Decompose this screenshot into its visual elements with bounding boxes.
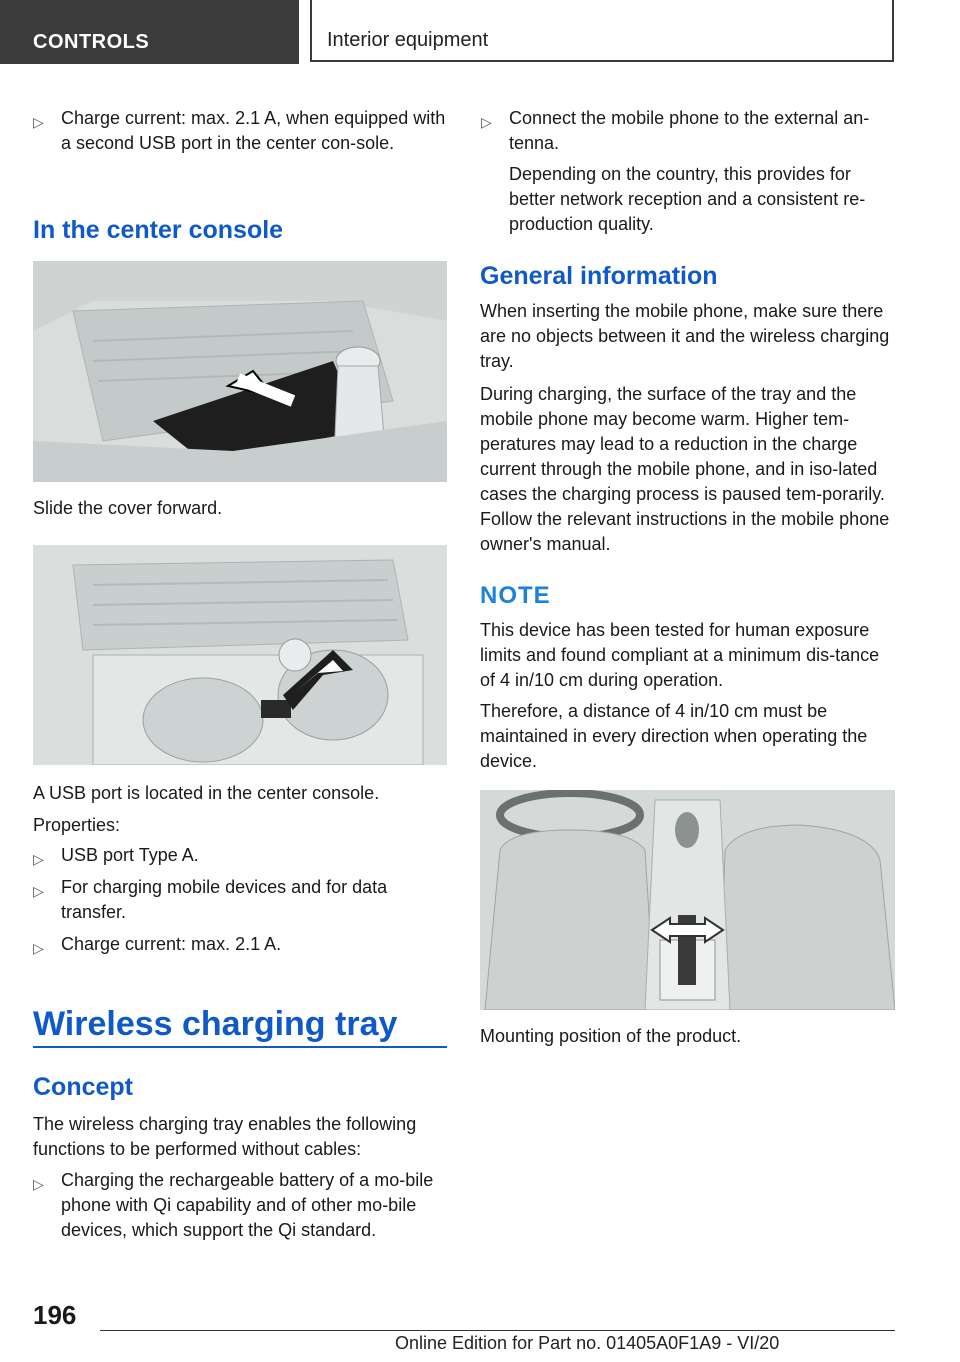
triangle-bullet-icon: ▷ xyxy=(33,883,44,899)
list-item-text: Connect the mobile phone to the external an-tenna. xyxy=(509,108,870,153)
triangle-bullet-icon: ▷ xyxy=(33,851,44,867)
mounting-position-image xyxy=(480,790,895,1010)
triangle-bullet-icon: ▷ xyxy=(33,940,44,956)
note-paragraph-1: This device has been tested for human exposure limits and found compliant at a minimum dis-tance of 4 in/10 cm during operation. xyxy=(480,620,880,690)
list-item-text: Charge current: max. 2.1 A, when equipped with a second USB port in the center con-sole. xyxy=(61,108,446,153)
concept-text: The wireless charging tray enables the following functions to be performed without cables: xyxy=(33,1114,417,1159)
section-title: CONTROLS xyxy=(33,31,150,53)
properties-label: Properties: xyxy=(33,815,121,835)
triangle-bullet-icon: ▷ xyxy=(481,114,492,130)
title-divider xyxy=(33,1046,447,1048)
list-item-text: Charging the rechargeable battery of a mo-bile phone with Qi capability and of other mo-bile devices, which support the Qi standard. xyxy=(61,1170,434,1240)
caption-slide-cover: Slide the cover forward. xyxy=(33,498,223,518)
caption-mounting-position: Mounting position of the product. xyxy=(480,1026,742,1046)
triangle-bullet-icon: ▷ xyxy=(33,1176,44,1192)
console-cover-illustration xyxy=(33,261,447,482)
general-paragraph-2: During charging, the surface of the tray and the mobile phone may become warm. Higher tem-peratures may lead to a reduction in the charge current through the mobile phone, and in iso-lated cases the charging process is paused tem-porarily. Follow the relevant instructions in the mobile phone owner's manual. xyxy=(480,384,890,554)
note-heading: NOTE xyxy=(480,582,551,609)
chapter-title: Interior equipment xyxy=(327,29,489,51)
footer-divider xyxy=(100,1330,895,1331)
heading-general-information: General information xyxy=(480,262,718,290)
usb-port-image xyxy=(33,545,447,765)
page-number: 196 xyxy=(33,1300,77,1330)
list-item-text: USB port Type A. xyxy=(61,845,199,865)
chapter-tab xyxy=(310,0,894,62)
list-item-text: For charging mobile devices and for data transfer. xyxy=(61,877,388,922)
note-paragraph-2: Therefore, a distance of 4 in/10 cm must be maintained in every direction when operating the device. xyxy=(480,701,868,771)
section-tab xyxy=(0,0,299,64)
bullet-subtext: Depending on the country, this provides for better network reception and a consistent re-production quality. xyxy=(509,164,866,234)
general-paragraph-1: When inserting the mobile phone, make sure there are no objects between it and the wireless charging tray. xyxy=(480,301,890,371)
center-console-cover-image xyxy=(33,261,447,482)
section-title-wireless-charging: Wireless charging tray xyxy=(33,1005,398,1043)
car-interior-illustration xyxy=(480,790,895,1010)
heading-center-console: In the center console xyxy=(33,216,284,244)
triangle-bullet-icon: ▷ xyxy=(33,114,44,130)
caption-usb-port: A USB port is located in the center console. xyxy=(33,783,380,803)
list-item-text: Charge current: max. 2.1 A. xyxy=(61,934,282,954)
heading-concept: Concept xyxy=(33,1073,133,1101)
usb-port-illustration xyxy=(33,545,447,765)
footer-edition: Online Edition for Part no. 01405A0F1A9 - VI/20 xyxy=(395,1333,780,1353)
